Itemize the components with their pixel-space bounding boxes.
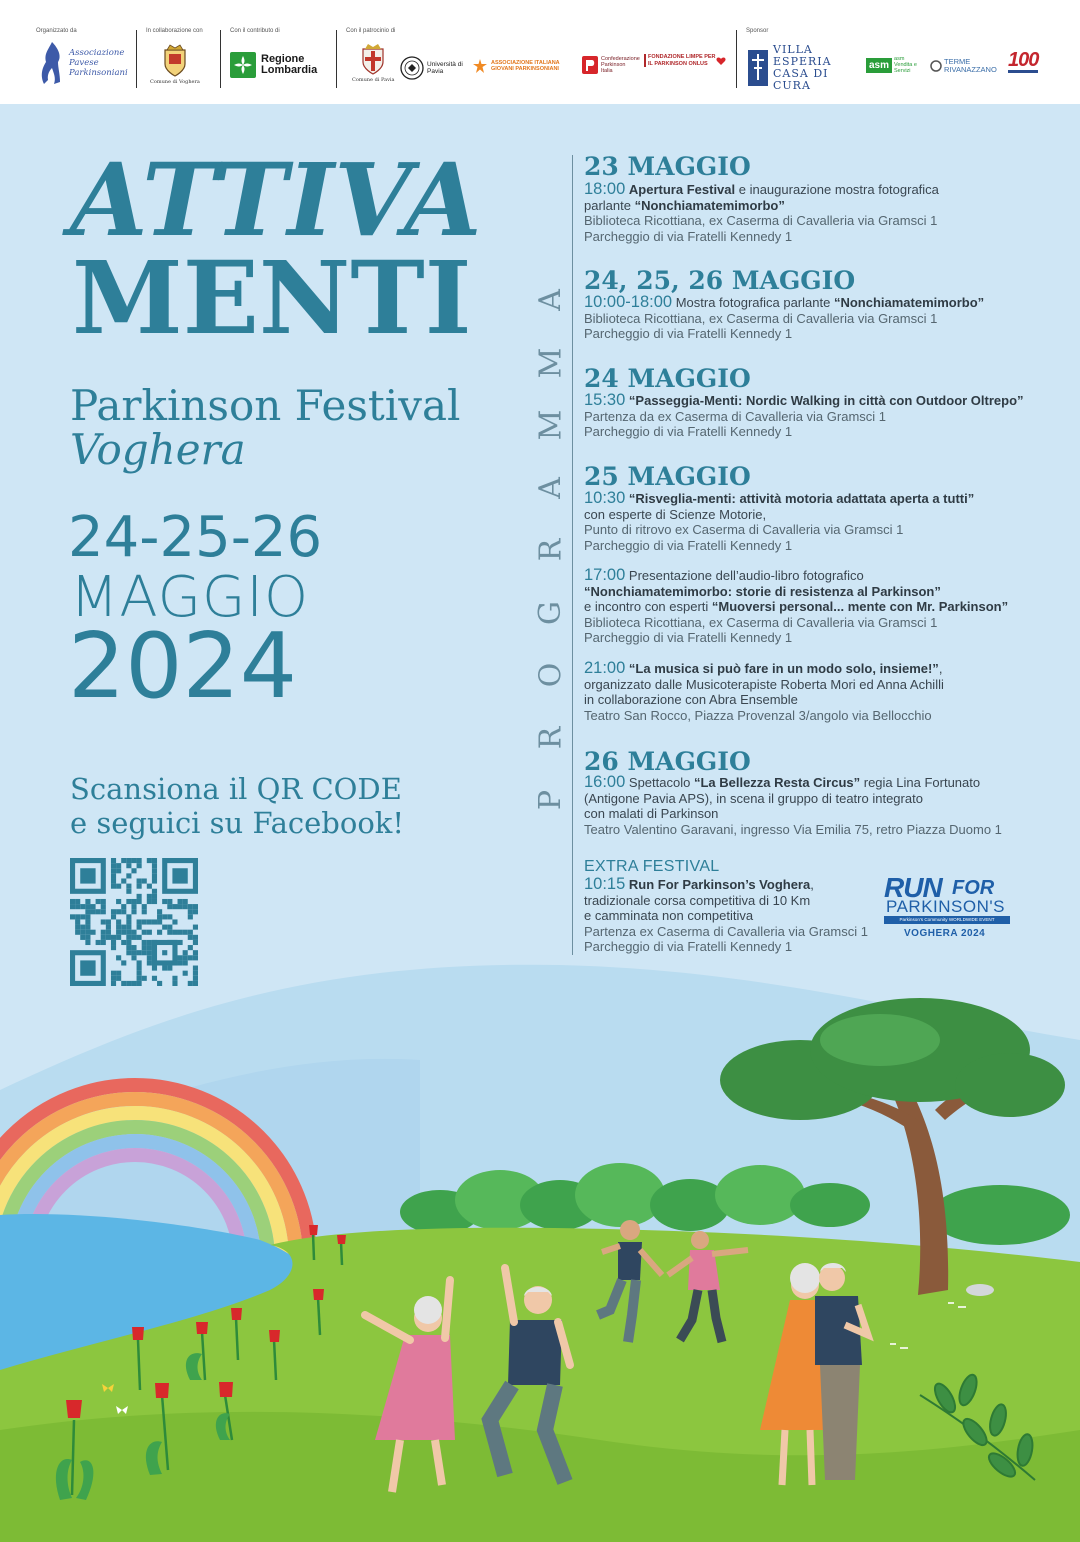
regione-lombardia-icon	[230, 52, 256, 78]
universita-pavia-label: Università di Pavia	[427, 61, 463, 75]
asm-logo	[866, 56, 922, 74]
regione-lombardia-logo	[230, 52, 331, 78]
programma-letter: O	[532, 662, 568, 688]
villa-esperia-icon	[748, 50, 768, 86]
event-parking: Parcheggio di via Fratelli Kennedy 1	[584, 630, 793, 646]
terme-rivanazzano-logo	[930, 58, 1014, 74]
contribution-caption: Con il contributo di	[230, 28, 280, 34]
event-text: con malati di Parkinson	[584, 806, 719, 822]
event-text: ,	[938, 661, 943, 676]
event-text: parlante	[584, 197, 635, 213]
qr-caption-line-2: e seguici su Facebook!	[70, 806, 405, 840]
heart-icon	[716, 56, 726, 66]
event-item	[584, 491, 974, 553]
event-title: “Nonchiamatemimorbo”	[634, 197, 785, 213]
parkinson-italia-logo	[582, 56, 640, 74]
event-text: organizzato dalle Musicoterapiste Roberta Mori ed Anna Achilli	[584, 676, 944, 692]
day-heading: 25 MAGGIO	[584, 462, 751, 491]
event-text: (Antigone Pavia APS), in scena il gruppo di teatro integrato	[584, 790, 923, 806]
event-time: 10:00-18:00	[584, 293, 673, 311]
day-heading: 26 MAGGIO	[584, 747, 751, 776]
run-word: RUN	[884, 872, 942, 903]
festival-city: Voghera	[70, 425, 246, 474]
event-place: Teatro Valentino Garavani, ingresso Via Emilia 75, retro Piazza Duomo 1	[584, 821, 1002, 837]
centenary-label: 100	[1008, 49, 1039, 71]
event-text: e camminata non competitiva	[584, 908, 754, 924]
event-parking: Parcheggio di via Fratelli Kennedy 1	[584, 939, 793, 955]
fondazione-limpe-label: FONDAZIONE LIMPE PER IL PARKINSON ONLUS	[644, 54, 716, 67]
event-text: ,	[810, 877, 814, 892]
patronage-caption: Con il patrocinio di	[346, 28, 396, 34]
asm-badge: asm	[866, 58, 892, 73]
event-item	[584, 182, 939, 244]
event-parking: Parcheggio di via Fratelli Kennedy 1	[584, 424, 793, 440]
event-place: Partenza da ex Caserma di Cavalleria via Gramsci 1	[584, 408, 887, 424]
event-item	[584, 568, 1008, 646]
title-line-1: ATTIVA	[70, 141, 482, 259]
event-item	[584, 877, 868, 955]
associazione-name: Associazione Pavese Parkinsoniani	[69, 48, 128, 78]
rock	[966, 1284, 994, 1296]
run-for-parkinsons-logo	[884, 874, 1014, 944]
event-time: 10:30	[584, 489, 626, 507]
event-time: 17:00	[584, 566, 626, 584]
programma-vertical-label	[533, 285, 569, 815]
event-time: 16:00	[584, 773, 626, 791]
event-text: e incontro con esperti	[584, 599, 712, 615]
park-illustration	[0, 955, 1080, 1542]
event-place: Biblioteca Ricottiana, ex Caserma di Cavalleria via Gramsci 1	[584, 310, 938, 326]
patronage-group	[346, 28, 731, 90]
festival-year: 2024	[68, 614, 298, 719]
organizer-group	[36, 28, 134, 90]
programma-divider	[572, 155, 573, 955]
programma-letter: A	[532, 476, 568, 499]
asm-label: asm Vendita e Servizi	[894, 56, 917, 74]
voghera-crest-icon	[160, 44, 190, 78]
title-line-2: MENTI	[72, 239, 472, 357]
event-title: Run For Parkinson’s Voghera	[625, 877, 811, 892]
event-item	[584, 295, 984, 342]
organizer-caption: Organizzato da	[36, 28, 77, 34]
comune-voghera-label: Comune di Voghera	[150, 79, 200, 85]
programma-letter: A	[532, 289, 568, 311]
comune-pavia-label: Comune di Pavia	[352, 77, 395, 83]
event-parking: Parcheggio di via Fratelli Kennedy 1	[584, 326, 793, 342]
event-place: Biblioteca Ricottiana, ex Caserma di Cavalleria via Gramsci 1	[584, 614, 938, 630]
programma-letter: M	[533, 409, 568, 441]
event-text: Spettacolo	[625, 775, 694, 790]
event-title: “La musica si può fare in un modo solo, insieme!”	[628, 661, 939, 676]
aigp-star-icon	[472, 58, 488, 74]
qr-caption-line-1: Scansiona il QR CODE	[70, 772, 402, 806]
day-heading: 24 MAGGIO	[584, 364, 751, 393]
programma-letter: M	[533, 347, 568, 378]
pavia-crest-icon	[360, 42, 386, 76]
event-parking: Parcheggio di via Fratelli Kennedy 1	[584, 228, 793, 244]
event-place: Teatro San Rocco, Piazza Provenzal 3/angolo via Bellocchio	[584, 707, 932, 723]
comune-voghera-logo	[150, 44, 200, 85]
festival-days: 24-25-26	[68, 505, 323, 570]
event-time: 15:30	[584, 391, 626, 409]
festival-name: Parkinson Festival	[70, 381, 461, 430]
terme-icon	[930, 60, 942, 72]
event-title: “Passeggia-Menti: Nordic Walking in città con Outdoor Oltrepo”	[628, 393, 1024, 408]
festival-month: MAGGIO	[70, 565, 310, 630]
event-parking: Parcheggio di via Fratelli Kennedy 1	[584, 537, 793, 553]
sponsor-header	[0, 0, 1080, 104]
contribution-group	[230, 28, 335, 90]
event-title: “La Bellezza Resta Circus”	[693, 775, 861, 790]
programma-letter: G	[533, 600, 568, 625]
event-text: Presentazione dell’audio-libro fotografico	[625, 568, 864, 583]
event-place: Punto di ritrovo ex Caserma di Cavalleria via Gramsci 1	[584, 522, 904, 538]
universita-seal-icon	[400, 56, 424, 80]
event-text: Mostra fotografica parlante	[672, 295, 834, 310]
event-item	[584, 661, 944, 723]
day-heading: 24, 25, 26 MAGGIO	[584, 266, 856, 295]
programma-letter: R	[533, 726, 568, 749]
programma-letter: R	[533, 538, 568, 562]
event-item	[584, 775, 1002, 837]
extra-festival-heading: EXTRA FESTIVAL	[584, 858, 720, 875]
divider	[220, 30, 221, 88]
event-place: Partenza ex Caserma di Cavalleria via Gramsci 1	[584, 923, 868, 939]
parkinson-italia-icon	[582, 56, 598, 74]
aigp-logo	[472, 58, 571, 74]
run-city: VOGHERA 2024	[904, 928, 986, 939]
event-text: con esperte di Scienze Motorie,	[584, 506, 767, 522]
event-title: “Nonchiamatemimorbo: storie di resistenza al Parkinson”	[584, 583, 941, 599]
event-time: 18:00	[584, 180, 626, 198]
parkinson-italia-label: Confederazione Parkinson Italia	[601, 56, 640, 74]
divider	[736, 30, 737, 88]
event-title: “Muoversi personal... mente con Mr. Parkinson”	[711, 599, 1009, 615]
divider	[336, 30, 337, 88]
event-text: regia Lina Fortunato	[860, 775, 981, 790]
for-word: FOR	[952, 877, 995, 899]
event-title: “Risveglia-menti: attività motoria adattata aperta a tutti”	[628, 491, 975, 506]
event-text: tradizionale corsa competitiva di 10 Km	[584, 892, 811, 908]
event-title: Apertura Festival	[628, 182, 736, 197]
sponsor-group	[746, 28, 1066, 90]
event-text: e inaugurazione mostra fotografica	[735, 182, 939, 197]
run-tagline: Parkinson's Community WORLDWIDE EVENT	[884, 916, 1010, 924]
terme-label: TERME RIVANAZZANO	[944, 57, 997, 74]
event-time: 10:15	[584, 875, 626, 893]
event-item	[584, 393, 1024, 440]
associazione-figure-icon	[38, 40, 66, 86]
event-title: “Nonchiamatemimorbo”	[833, 295, 985, 310]
event-time: 21:00	[584, 659, 626, 677]
parkinsons-word: PARKINSON'S	[886, 897, 1005, 916]
event-place: Biblioteca Ricottiana, ex Caserma di Cavalleria via Gramsci 1	[584, 213, 938, 229]
villa-esperia-label: VILLA ESPERIA CASA DI CURA	[773, 43, 832, 92]
comune-pavia-logo	[352, 42, 394, 83]
centenary-logo	[1008, 50, 1038, 73]
fondazione-limpe-logo	[644, 54, 726, 67]
associazione-pavese-logo	[38, 40, 129, 86]
event-text: in collaborazione con Abra Ensemble	[584, 692, 798, 708]
regione-lombardia-label: Regione Lombardia	[261, 53, 318, 76]
day-heading: 23 MAGGIO	[584, 152, 751, 181]
aigp-label: ASSOCIAZIONE ITALIANA GIOVANI PARKINSONIANI	[491, 59, 560, 72]
programma-letter: P	[533, 789, 568, 811]
sponsor-caption: Sponsor	[746, 28, 769, 34]
collaboration-caption: In collaborazione con	[146, 28, 203, 34]
divider	[136, 30, 137, 88]
collaboration-group	[146, 28, 216, 90]
universita-pavia-logo	[400, 56, 467, 80]
villa-esperia-logo	[748, 44, 855, 92]
